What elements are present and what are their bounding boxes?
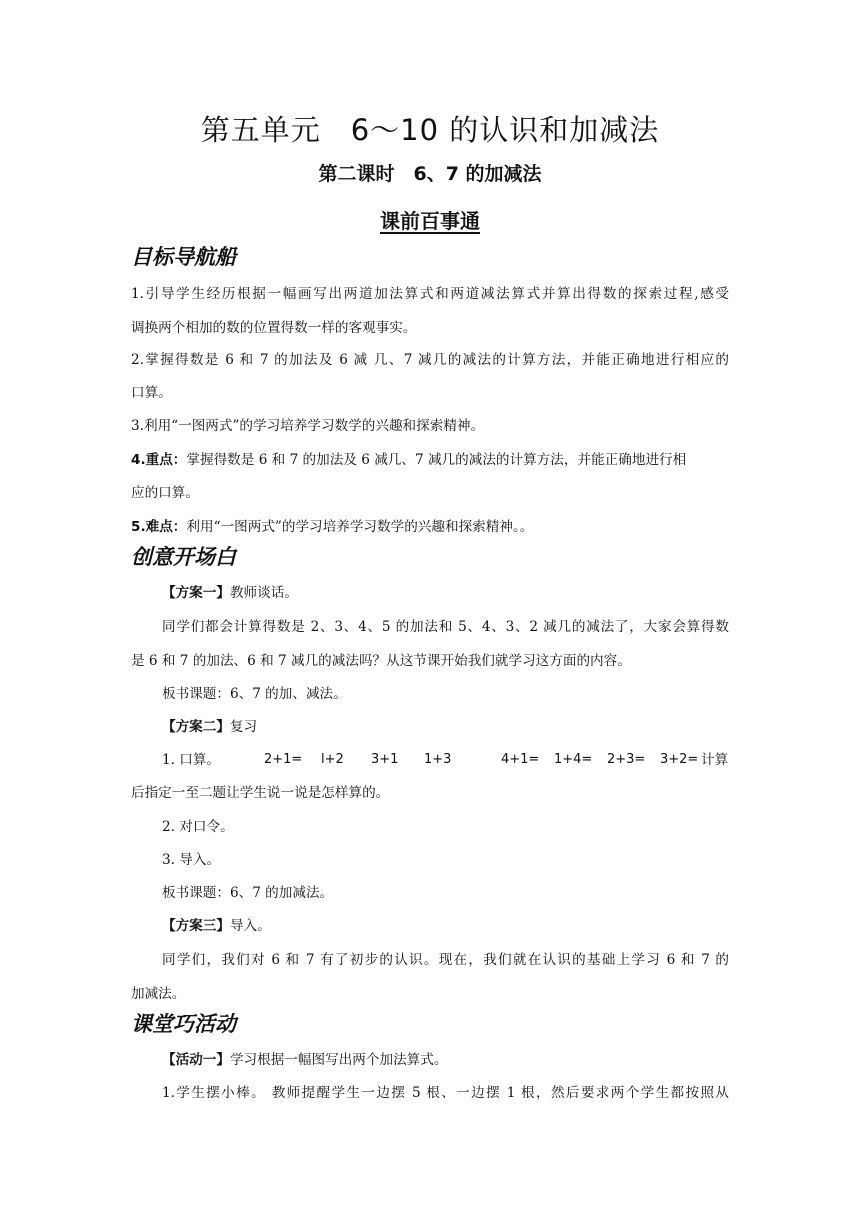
oral-calc-line-2: 后指定一至二题让学生说一说是怎样算的。 (131, 785, 390, 801)
calc-expr: 2+3= (607, 752, 646, 767)
plan-2-text: 复习 (229, 719, 258, 735)
activity-1-title (162, 1043, 729, 1077)
goal-5 (131, 510, 729, 544)
oral-calc-label: 1. 口算。 (162, 752, 221, 768)
key-point-text: 掌握得数是 6 和 7 的加法及 6 减几、7 减几的减法的计算方法，并能正确地进行相 (186, 452, 687, 468)
goal-4-line-2: 应的口算。 (131, 485, 199, 501)
calc-expr: 3+2= (660, 752, 699, 767)
plan-1-title (162, 576, 729, 610)
plan-2-title (162, 710, 729, 744)
opening-heading: 创意开场白 (131, 545, 236, 569)
plan-3-para-line-1: 同学们，我们对 6 和 7 有了初步的认识。现在，我们就在认识的基础上学习 6 和 7 的 (162, 952, 729, 968)
plan-3-title (162, 909, 729, 943)
plan-3-para-line-2: 加减法。 (131, 986, 186, 1002)
plan-1-para-line-1: 同学们都会计算得数是 2、3、4、5 的加法和 5、4、3、2 减几的减法了，大家会算得数 (162, 619, 729, 635)
plan-1-text: 教师谈话。 (229, 585, 298, 601)
goal-2-line-1: 2.掌握得数是 6 和 7 的加法及 6 减 几、7 减几的减法的计算方法，并能正确地进行相应的 (131, 352, 729, 368)
plan-1-board: 板书课题：6、7 的加、减法。 (162, 686, 347, 702)
difficulty-label: 5.难点： (131, 519, 187, 535)
calc-expr: 4+1= (501, 752, 540, 767)
calc-expr: 2+1= (264, 752, 303, 767)
plan-2-board: 板书课题：6、7 的加减法。 (162, 885, 334, 901)
difficulty-text: 利用“一图两式”的学习培养学习数学的兴趣和探索精神。。 (186, 519, 534, 535)
goal-1-line-2: 调换两个相加的数的位置得数一样的客观事实。 (131, 320, 417, 336)
section-banner (0, 205, 860, 234)
calc-expr: l+2 (321, 752, 344, 767)
calc-expr: 3+1 (371, 752, 399, 767)
item-2: 2. 对口令。 (162, 819, 234, 835)
goal-4-line-1 (131, 443, 729, 477)
calc-expr: 1+3 (424, 752, 452, 767)
item-3: 3. 导入。 (162, 852, 221, 868)
goal-2-line-2: 口算。 (131, 385, 172, 401)
activity-1-para: 1.学生摆小棒。 教师提醒学生一边摆 5 根、一边摆 1 根，然后要求两个学生都按照从 (162, 1085, 729, 1101)
goal-3: 3.利用“一图两式”的学习培养学习数学的兴趣和探索精神。 (131, 418, 485, 434)
goal-1-line-1: 1.引导学生经历根据一幅画写出两道加法算式和两道减法算式并算出得数的探索过程,感受 (131, 286, 729, 302)
banner-text: 课前百事通 (380, 209, 480, 233)
plan-1-label: 【方案一】 (162, 585, 230, 601)
page-title: 第五单元 6～10 的认识和加减法 (200, 113, 660, 147)
plan-3-text: 导入。 (229, 918, 271, 934)
oral-calc-row (162, 743, 729, 777)
activity-heading: 课堂巧活动 (131, 1012, 236, 1036)
plan-3-label: 【方案三】 (162, 918, 230, 934)
activity-1-label: 【活动一】 (162, 1052, 230, 1068)
calc-tail: 计算 (701, 752, 729, 768)
calc-expr: 1+4= (554, 752, 593, 767)
key-point-label: 4.重点： (131, 452, 187, 468)
activity-1-text: 学习根据一幅图写出两个加法算式。 (229, 1052, 448, 1068)
plan-2-label: 【方案二】 (162, 719, 230, 735)
plan-1-para-line-2: 是 6 和 7 的加法、6 和 7 减几的减法吗？从这节课开始我们就学习这方面的内容。 (131, 653, 631, 669)
goals-heading: 目标导航船 (131, 245, 236, 269)
lesson-subtitle: 第二课时 6、7 的加减法 (318, 163, 542, 185)
